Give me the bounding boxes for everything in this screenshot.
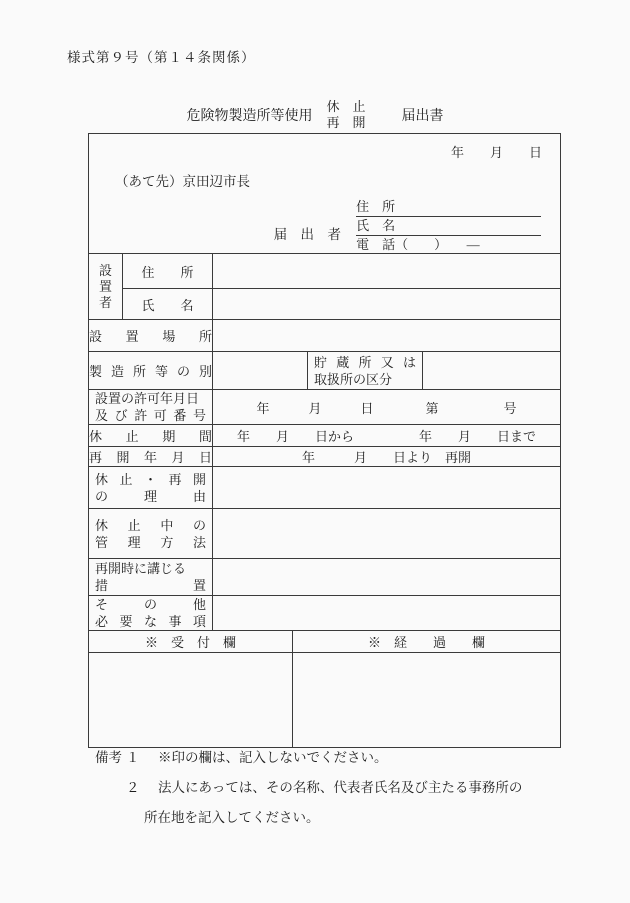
installer-address-value-cell	[213, 254, 561, 289]
title-stack	[326, 99, 365, 131]
addressee: （あて先）京田辺市長	[115, 174, 250, 189]
measures-label	[89, 559, 213, 596]
storage-class-label	[308, 352, 423, 390]
installer-name-label: 氏 名	[123, 289, 213, 320]
title-suffix: 届出書	[401, 109, 444, 124]
permit-label	[89, 390, 213, 425]
date-line: 年 月 日	[451, 145, 543, 160]
progress-area	[293, 653, 561, 748]
resume-date-value: 年 月 日より 再開	[213, 447, 561, 467]
reason-value-cell	[213, 467, 561, 509]
category-value-cell	[213, 352, 308, 390]
suspension-period-label: 休止期間	[89, 425, 213, 447]
form-title	[0, 99, 630, 131]
management-label-line2: 管理方法	[95, 534, 206, 550]
other-items-label	[89, 596, 213, 631]
storage-class-label-line1: 貯蔵所又は	[314, 354, 416, 370]
form-head-area	[89, 134, 561, 254]
reason-label-line1: 休止・再開	[95, 471, 206, 487]
permit-label-line1: 設置の許可年月日	[95, 391, 200, 406]
category-label: 製造所等の別	[89, 352, 213, 390]
title-stack-top: 休 止	[326, 99, 366, 114]
suspension-period-value: 年 月 日から 年 月 日まで	[213, 425, 561, 447]
measures-label-line1: 再開時に講じる	[95, 561, 187, 576]
submitter-label: 届 出 者	[273, 227, 342, 242]
management-label	[89, 509, 213, 559]
reception-area	[89, 653, 293, 748]
location-value-cell	[213, 320, 561, 352]
remarks-label: 備考	[95, 750, 122, 765]
reason-label	[89, 467, 213, 509]
measures-value-cell	[213, 559, 561, 596]
submitter-name-field: 氏 名	[356, 217, 541, 236]
progress-column-header: ※ 経 過 欄	[293, 631, 561, 653]
reception-column-header: ※ 受 付 欄	[89, 631, 293, 653]
installer-label: 設置者	[98, 262, 112, 310]
title-prefix: 危険物製造所等使用	[186, 109, 313, 124]
permit-value: 年 月 日 第 号	[213, 390, 561, 425]
other-items-label-line2: 必要な事項	[95, 614, 206, 629]
other-items-label-line1: その他	[95, 597, 206, 612]
reason-label-line2: の理由	[95, 488, 206, 504]
other-items-value-cell	[213, 596, 561, 631]
submitter-block	[274, 198, 542, 254]
installer-label-cell	[89, 254, 123, 320]
submitter-phone-field: 電 話（ ） ―	[356, 236, 541, 254]
permit-label-line2: 及び許可番号	[95, 408, 206, 423]
storage-class-value-cell	[423, 352, 561, 390]
submitter-address-field: 住 所	[356, 198, 541, 217]
installer-address-label: 住 所	[123, 254, 213, 289]
submitter-fields	[356, 198, 541, 254]
note-2-number: ２	[126, 780, 140, 795]
note-2-continuation: 所在地を記入してください。	[144, 810, 320, 825]
measures-label-line2: 措置	[95, 578, 206, 593]
form-number: 様式第９号（第１４条関係）	[67, 50, 256, 65]
main-form-table	[88, 133, 561, 748]
note-1-number: １	[126, 750, 140, 765]
management-label-line1: 休止中の	[95, 517, 206, 533]
installer-name-value-cell	[213, 289, 561, 320]
note-2-text: 法人にあっては、その名称、代表者氏名及び主たる事務所の	[158, 780, 523, 795]
title-stack-bottom: 再 開	[326, 115, 366, 130]
location-label: 設置場所	[89, 320, 213, 352]
storage-class-label-line2: 取扱所の区分	[314, 371, 393, 387]
resume-date-label: 再開年月日	[89, 447, 213, 467]
management-value-cell	[213, 509, 561, 559]
note-1-text: ※印の欄は、記入しないでください。	[158, 750, 388, 765]
